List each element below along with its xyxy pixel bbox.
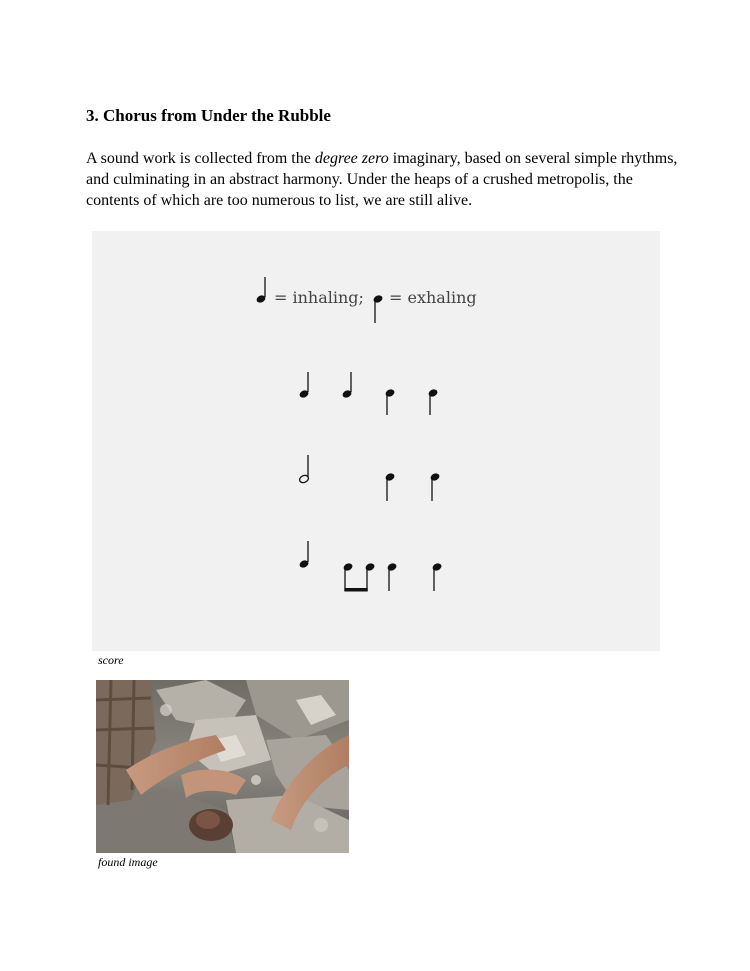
section-paragraph bbox=[86, 148, 686, 211]
rhythm-row-1 bbox=[298, 372, 438, 415]
paragraph-text-end: imaginary, based on several simple rhythms, and culminating in an abstract harmony. Under the heaps of a crushed metropolis, the contents of which are too numerous to list, we are still alive. bbox=[86, 150, 678, 209]
rhythm-row-2 bbox=[298, 455, 440, 501]
score-image bbox=[92, 231, 660, 651]
exhale-note-icon bbox=[372, 294, 383, 323]
inhale-note-icon bbox=[255, 277, 266, 304]
rhythm-row-3 bbox=[298, 541, 442, 592]
section-heading: 3. Chorus from Under the Rubble bbox=[86, 106, 331, 125]
found-image bbox=[96, 680, 349, 853]
legend-inhaling: = inhaling; bbox=[274, 288, 364, 307]
legend-exhaling: = exhaling bbox=[389, 288, 477, 307]
photo-caption: found image bbox=[98, 855, 158, 869]
paragraph-emphasis: degree zero bbox=[314, 150, 389, 167]
rubble-photo bbox=[96, 680, 349, 853]
score-notation bbox=[92, 231, 660, 651]
paragraph-text-start: A sound work is collected from the bbox=[86, 150, 315, 167]
score-caption: score bbox=[98, 653, 124, 667]
